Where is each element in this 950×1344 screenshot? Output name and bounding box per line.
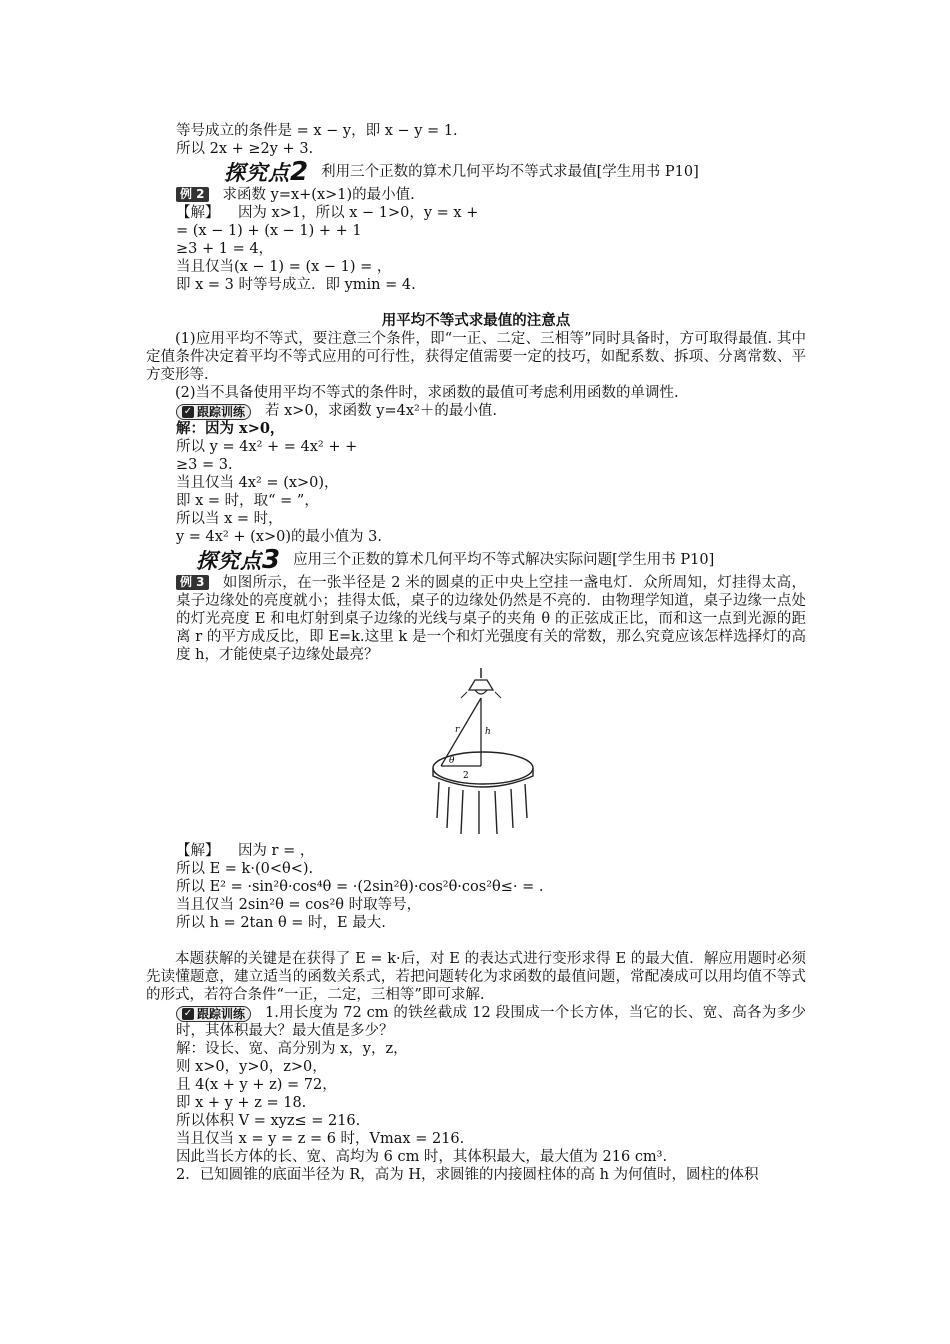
solution-line: 因此当长方体的长、宽、高均为 6 cm 时，其体积最大，最大值为 216 cm³. — [176, 1149, 668, 1165]
solution-line: 当且仅当 4x² = (x>0)， — [176, 475, 339, 491]
section-header-3 — [146, 546, 806, 574]
solution-line: 则 x>0，y>0，z>0， — [176, 1059, 327, 1075]
solution-line: 即 x + y + z = 18. — [176, 1095, 307, 1111]
section-title: 利用三个正数的算术几何平均不等式求最值[学生用书 P10] — [321, 164, 699, 180]
example-tag: 例 3 — [176, 575, 209, 590]
example-tag: 例 2 — [176, 187, 209, 202]
text-line: 等号成立的条件是 = x − y，即 x − y = 1. — [176, 123, 458, 139]
example-question: 例 2 求函数 y=x+(x>1)的最小值. — [146, 186, 806, 204]
check-icon: ✓ — [183, 1008, 193, 1019]
note-paragraph: (1)应用平均不等式，要注意三个条件，即“一正、二定、三相等”同时具备时，方可取得最值. 其中定值条件决定着平均不等式应用的可行性，获得定值需要一定的技巧，如配系数、拆项、分离常数、平方变形等. — [146, 331, 806, 383]
solution-line: 所以 y = 4x² + = 4x² + + — [176, 439, 358, 455]
section-badge: 探究点2 — [224, 156, 310, 187]
page-content — [146, 122, 806, 1184]
solution-line: ≥3 = 3. — [176, 457, 233, 473]
section-title: 应用三个正数的算术几何平均不等式解决实际问题[学生用书 P10] — [293, 552, 715, 568]
example-question: 例 3 如图所示，在一张半径是 2 米的圆桌的正中央上空挂一盏电灯．众所周知，灯挂得太高，桌子边缘处的亮度就小；挂得太低，桌子的边缘处仍然是不亮的．由物理学知道，桌子边缘一点处的灯光亮度 E 和电灯射到桌子边缘的光线与桌子的夹角 θ 的正弦成正比，而和这一点到光源的距离 r 的平方成反比，即 E=k.这里 k 是一个和灯光强度有关的常数，那么究竟应该怎样选择灯的高度 h，才能使桌子边缘处最亮？ — [176, 575, 806, 663]
solution-line: 所以 E² = ·sin²θ·cos⁴θ = ·(2sin²θ)·cos²θ·cos²θ≤· = . — [176, 879, 544, 895]
solution-line: 且 4(x + y + z) = 72， — [176, 1077, 337, 1093]
solution-line: 当且仅当 2sin²θ = cos²θ 时取等号， — [176, 897, 422, 913]
solution-line: 当且仅当(x − 1) = (x − 1) = ， — [176, 259, 392, 275]
trace-tag: ✓ 跟踪训练 — [176, 404, 251, 420]
label-h: h — [485, 727, 491, 737]
question-line: 2．已知圆锥的底面半径为 R，高为 H，求圆锥的内接圆柱体的高 h 为何值时，圆柱的体积 — [176, 1167, 759, 1183]
solution-line: 即 x = 时，取“ = ”， — [176, 493, 319, 509]
solution-line: ≥3 + 1 = 4， — [176, 241, 274, 257]
note-paragraph: (2)当不具备使用平均不等式的条件时，求函数的最值可考虑利用函数的单调性. — [175, 385, 679, 401]
solution-line: 即 x = 3 时等号成立．即 ymin = 4. — [176, 277, 416, 293]
summary-paragraph: 本题获解的关键是在获得了 E = k·后，对 E 的表达式进行变形求得 E 的最大值．解应用题时必须先读懂题意，建立适当的函数关系式，若把问题转化为求函数的最值问题，常配凑成可以用均值不等式的形式，若符合条件“一正，二定，三相等”即可求解. — [146, 951, 806, 1003]
section-header-2 — [146, 158, 806, 186]
label-theta: θ — [449, 756, 455, 766]
solution-line: 解：因为 x>0， — [176, 420, 285, 437]
lamp-table-figure — [146, 668, 806, 838]
solution-line: 解：设长、宽、高分别为 x，y，z， — [176, 1041, 408, 1057]
solution-line: 所以当 x = 时， — [176, 511, 283, 527]
solution-line: 所以 E = k·(0<θ<). — [176, 861, 314, 877]
solution-line: 【解】 因为 x>1，所以 x − 1>0，y = x + — [176, 205, 479, 221]
check-icon: ✓ — [183, 406, 193, 417]
trace-tag: ✓ 跟踪训练 — [176, 1006, 251, 1022]
label-r: r — [455, 725, 460, 735]
note-title: 用平均不等式求最值的注意点 — [381, 312, 571, 329]
solution-line: 当且仅当 x = y = z = 6 时，Vmax = 216. — [176, 1131, 465, 1147]
trace-question: ✓ 跟踪训练 若 x>0，求函数 y=4x²＋的最小值. — [146, 402, 806, 420]
label-two: 2 — [463, 771, 469, 781]
solution-line: = (x − 1) + (x − 1) + + 1 — [176, 223, 362, 239]
section-badge: 探究点3 — [196, 544, 282, 575]
text-line: 所以 2x + ≥2y + 3. — [176, 141, 314, 157]
solution-line: 所以 h = 2tan θ = 时，E 最大. — [176, 915, 386, 931]
solution-line: 【解】 因为 r = ， — [176, 843, 315, 859]
solution-line: 所以体积 V = xyz≤ = 216. — [176, 1113, 361, 1129]
lamp-table-diagram — [431, 668, 551, 836]
solution-line: y = 4x² + (x>0)的最小值为 3. — [176, 529, 382, 545]
trace-question: ✓ 跟踪训练 1.用长度为 72 cm 的铁丝截成 12 段围成一个长方体，当它的长、宽、高各为多少时，其体积最大？最大值是多少？ — [176, 1005, 806, 1039]
